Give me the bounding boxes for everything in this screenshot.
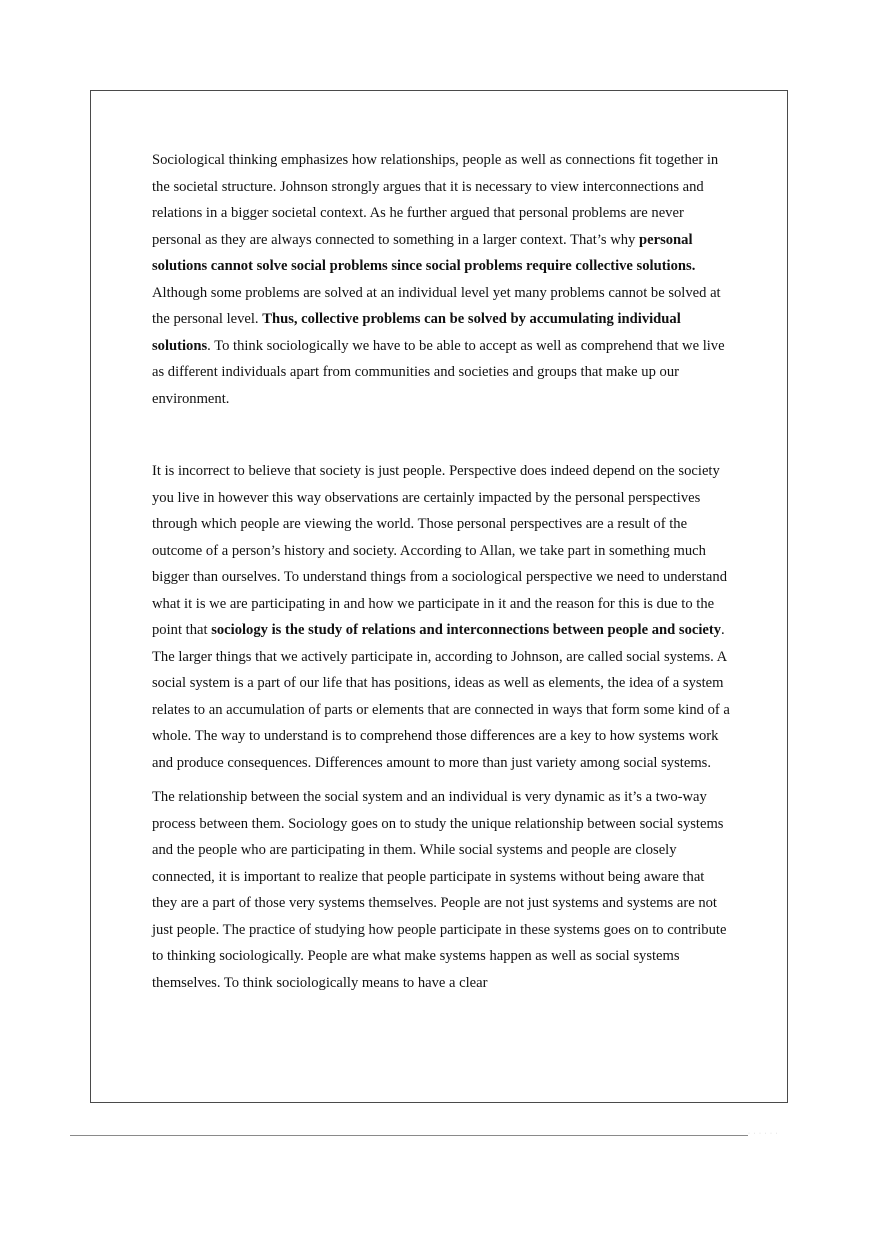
paragraph-3 <box>152 784 732 996</box>
paragraph-2-text-2: . The larger things that we actively participate in, according to Johnson, are called social systems. A social system is a part of our life that has positions, ideas as well as elements, the idea of a system relates to an accumulation of parts or elements that are connected in ways that form some kind of a whole. The way to understand is to comprehend those differences are a key to how systems work and produce consequences. Differences amount to more than just variety among social systems. <box>152 622 730 771</box>
paragraph-2-text-1: It is incorrect to believe that society is just people. Perspective does indeed depend on the society you live in however this way observations are certainly impacted by the personal perspectives through which people are viewing the world. Those personal perspectives are a result of the outcome of a person’s history and society. According to Allan, we take part in something much bigger than ourselves. To understand things from a sociological perspective we need to understand what it is we are participating in and how we participate in it and the reason for this is due to the point that <box>152 463 728 638</box>
paragraph-1-bold-1: personal solutions cannot solve social problems since social problems require collective solutions. <box>152 231 696 274</box>
paragraph-1-text-3: . To think sociologically we have to be able to accept as well as comprehend that we live as different individuals apart from communities and societies and groups that make up our environment. <box>152 337 725 407</box>
footer-rule <box>70 1135 748 1136</box>
paragraph-2-bold-1: sociology is the study of relations and interconnections between people and society <box>211 622 722 638</box>
document-body <box>152 147 732 996</box>
paragraph-1-text-1: Sociological thinking emphasizes how relationships, people as well as connections fit together in the societal structure. Johnson strongly argues that it is necessary to view interconnections and relations in a bigger societal context. As he further argued that personal problems are never personal as they are always connected to something in a larger context. That’s why <box>152 152 719 248</box>
paragraph-1-text-2: Although some problems are solved at an individual level yet many problems cannot be solved at the personal level. <box>152 284 721 327</box>
paragraph-1 <box>152 147 732 412</box>
paragraph-3-text-1: The relationship between the social system and an individual is very dynamic as it’s a two-way process between them. Sociology goes on to study the unique relationship between social systems and the people who are participating in them. While social systems and people are closely connected, it is important to realize that people participate in systems without being aware that they are a part of those very systems themselves. People are not just systems and systems are not just people. The practice of studying how people participate in these systems goes on to contribute to thinking sociologically. People are what make systems happen as well as social systems themselves. To think sociologically means to have a clear <box>152 789 727 991</box>
footer-mark: · · · · · · <box>748 1131 779 1137</box>
paragraph-1-bold-2: Thus, collective problems can be solved by accumulating individual solutions <box>152 311 681 354</box>
paragraph-2 <box>152 458 732 776</box>
